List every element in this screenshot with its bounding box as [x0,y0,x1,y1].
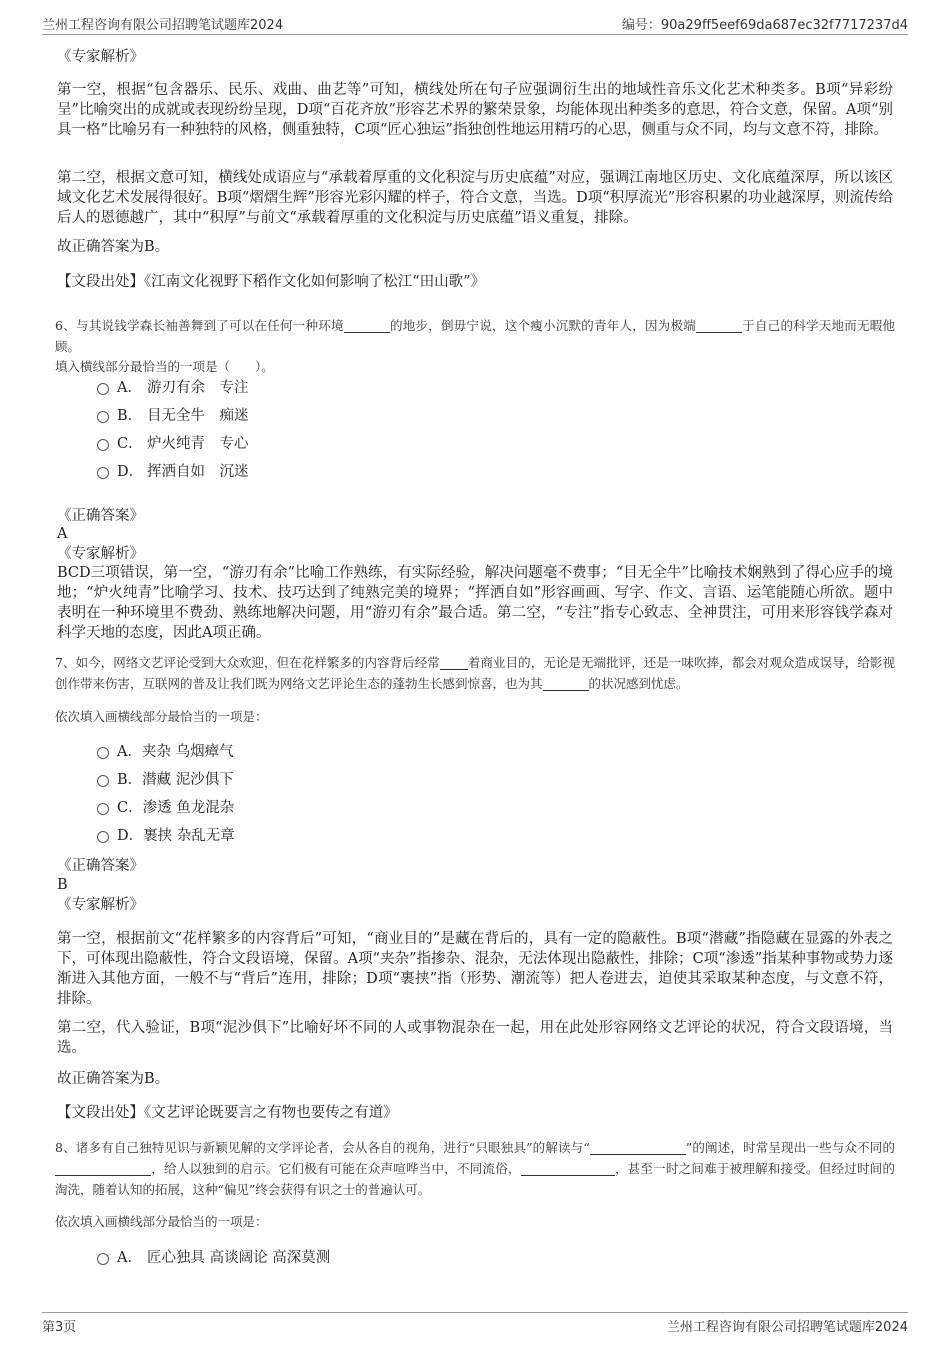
q6-blank-1 [344,318,390,333]
q5-conclusion: 故正确答案为B。 [57,239,170,255]
q6-instruction: 填入横线部分最恰当的一项是（ ）。 [55,359,274,374]
q6-option-d[interactable]: D． 挥洒自如 沉迷 [97,462,249,482]
q7-conclusion: 故正确答案为B。 [57,1071,170,1087]
q6-analysis: BCD三项错误，第一空，“游刃有余”比喻工作熟练，有实际经验，解决问题毫不费事；“目无全牛”比喻技术娴熟到了得心应手的境地；“炉火纯青”比喻学习、技术、技巧达到了纯熟完美的境界；“挥洒自如”形容画画、写字、作文、言语、运笔能随心所欲。题中表明在一种环境里不费劲、熟练地解决问题，用“游刃有余”最合适。第二空，“专注”指专心致志、全神贯注，可用来形容钱学森对科学天地的态度，因此A项正确。 [57,565,893,641]
q6-analysis-title: 《专家解析》 [57,546,144,562]
q5-analysis-para1: 第一空，根据“包含器乐、民乐、戏曲、曲艺等”可知，横线处所在句子应强调衍生出的地域性音乐文化艺术种类多。B项“异彩纷呈”比喻突出的成就或表现纷纷呈现，D项“百花齐放”形容艺术界的繁荣景象，均能体现出种类多的意思，符合文意，保留。A项“别具一格”比喻另有一种独特的风格，侧重独特，C项“匠心独运”指独创性地运用精巧的心思，侧重与众不同，均与文意不符，排除。 [57,82,893,138]
q7-option-c[interactable]: C．渗透 鱼龙混杂 [97,798,234,818]
radio-icon[interactable] [97,439,109,451]
q6-option-b[interactable]: B． 目无全牛 痴迷 [97,406,249,426]
q7-blank-1 [440,655,468,670]
q7-analysis-para2: 第二空，代入验证，B项“泥沙俱下”比喻好坏不同的人或事物混杂在一起，用在此处形容网络文艺评论的状况，符合文段语境，当选。 [57,1020,893,1056]
q7-source: 【文段出处】《文艺评论既要言之有物也要传之有道》 [57,1105,398,1121]
q5-analysis-title: 《专家解析》 [57,49,144,65]
header-title: 兰州工程咨询有限公司招聘笔试题库2024 [42,18,284,33]
radio-icon[interactable] [97,383,109,395]
q7-answer-title: 《正确答案》 [57,858,144,874]
header-divider [42,34,908,35]
radio-icon[interactable] [97,411,109,423]
footer-title: 兰州工程咨询有限公司招聘笔试题库2024 [666,1320,908,1335]
footer-divider [42,1312,908,1313]
q6-answer-title: 《正确答案》 [57,508,144,524]
page-number: 第3页 [42,1320,77,1335]
q7-option-a[interactable]: A．夹杂 乌烟瘴气 [97,742,234,762]
radio-icon[interactable] [97,803,109,815]
q8-instruction: 依次填入画横线部分最恰当的一项是： [55,1214,268,1229]
q8-blank-2 [55,1161,151,1176]
q6-option-c[interactable]: C． 炉火纯青 专心 [97,434,249,454]
q8-stem: 8、诸多有自己独特见识与新颖见解的文学评论者，会从各自的视角，进行“只眼独具”的解读与“ ”的阐述，时常呈现出一些与众不同的，给人以独到的启示。它们极有可能在众声喧哗当中，不同流俗， ，甚至一时之间难于被理解和接受。但经过时间的淘洗，随着认知的拓展，这种“偏见”终会获得有识之士的普遍认可。 [55,1140,895,1197]
q5-analysis-para2: 第二空，根据文意可知，横线处成语应与“承载着厚重的文化积淀与历史底蕴”对应，强调江南地区历史、文化底蕴深厚，所以该区域文化艺术发展得很好。B项“熠熠生辉”形容光彩闪耀的样子，符合文意，当选。D项“积厚流光”形容积累的功业越深厚，则流传给后人的恩德越广，其中“积厚”与前文“承载着厚重的文化积淀与历史底蕴”语义重复，排除。 [57,170,893,226]
q6-stem: 6、与其说钱学森长袖善舞到了可以在任何一种环境 的地步，倒毋宁说，这个瘦小沉默的青年人，因为极端 于自己的科学天地而无暇他顾。 [55,318,895,354]
header-doc-id: 编号：90a29ff5eef69da687ec32f7717237d4 [621,18,908,33]
q7-analysis-title: 《专家解析》 [57,897,144,913]
q8-blank-3 [521,1161,615,1176]
q5-source: 【文段出处】《江南文化视野下稻作文化如何影响了松江“田山歌”》 [57,274,486,290]
q8-option-a[interactable]: A． 匠心独具 高谈阔论 高深莫测 [97,1248,330,1268]
q6-option-a[interactable]: A． 游刃有余 专注 [97,378,249,398]
q6-answer: A [57,526,68,542]
q7-instruction: 依次填入画横线部分最恰当的一项是： [55,709,268,724]
q7-option-d[interactable]: D．裹挟 杂乱无章 [97,826,235,846]
radio-icon[interactable] [97,775,109,787]
q7-stem: 7、如今，网络文艺评论受到大众欢迎，但在花样繁多的内容背后经常 着商业目的，无论是无端批评，还是一味吹捧，都会对观众造成误导，给影视创作带来伤害，互联网的普及让我们既为网络文艺评论生态的蓬勃生长感到惊喜，也为其 的状况感到忧虑。 [55,655,895,691]
q7-analysis-para1: 第一空，根据前文“花样繁多的内容背后”可知，“商业目的”是藏在背后的，具有一定的隐蔽性。B项“潜藏”指隐藏在显露的外表之下，可体现出隐蔽性，符合文段语境，保留。A项“夹杂”指掺杂、混杂，无法体现出隐蔽性，排除；C项“渗透”指某种事物或势力逐渐进入其他方面，一般不与“背后”连用，排除；D项“裹挟”指（形势、潮流等）把人卷进去，迫使其采取某种态度，与文意不符，排除。 [57,931,893,1007]
page-header [42,14,908,34]
radio-icon[interactable] [97,747,109,759]
q7-answer: B [57,877,68,893]
q8-blank-1 [590,1140,686,1155]
radio-icon[interactable] [97,831,109,843]
radio-icon[interactable] [97,467,109,479]
q7-blank-2 [543,676,589,691]
radio-icon[interactable] [97,1253,109,1265]
q6-blank-2 [696,318,742,333]
q7-option-b[interactable]: B．潜藏 泥沙俱下 [97,770,234,790]
